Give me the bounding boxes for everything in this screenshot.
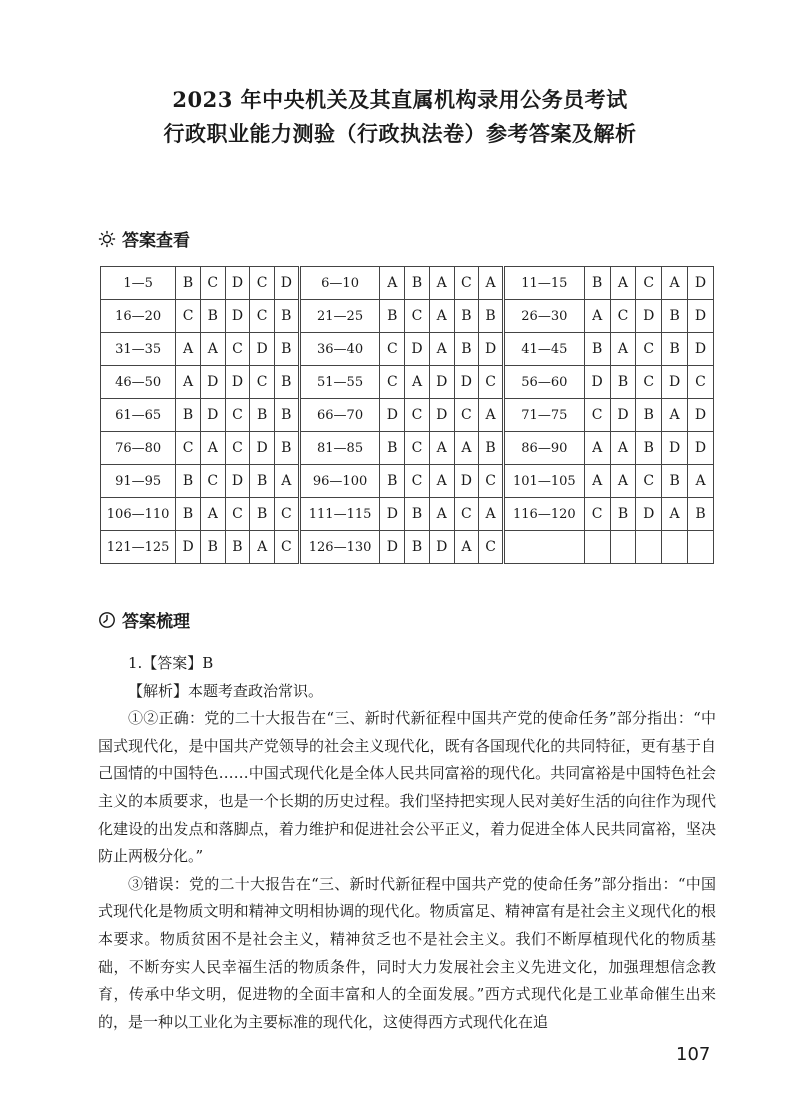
answer-cell: A (200, 498, 225, 531)
answer-cell: B (380, 300, 405, 333)
answer-cell: B (610, 366, 636, 399)
answer-cell: B (274, 300, 299, 333)
question-range-cell: 101—105 (503, 465, 584, 498)
answer-cell: C (225, 399, 250, 432)
answer-cell: A (429, 432, 454, 465)
answer-cell: B (584, 333, 610, 366)
answer-cell: B (688, 498, 714, 531)
question-range-cell: 46—50 (101, 366, 176, 399)
answer-cell: B (380, 432, 405, 465)
answer-cell: C (479, 465, 504, 498)
page-number: 107 (676, 1044, 711, 1065)
answer-cell: D (688, 432, 714, 465)
answer-cell: B (405, 267, 430, 300)
clock-icon (98, 611, 116, 629)
answer-cell: A (479, 267, 504, 300)
answer-cell: B (176, 399, 201, 432)
answer-cell: D (200, 399, 225, 432)
question-range-cell: 71—75 (503, 399, 584, 432)
answer-cell: B (662, 465, 688, 498)
answer-cell: C (200, 465, 225, 498)
answer-cell: C (688, 366, 714, 399)
answer-cell: D (636, 498, 662, 531)
question-range-cell: 6—10 (299, 267, 380, 300)
question-range-cell: 76—80 (101, 432, 176, 465)
answer-cell: A (429, 465, 454, 498)
answer-cell: A (662, 498, 688, 531)
question-range-cell: 111—115 (299, 498, 380, 531)
answer-cell: A (584, 465, 610, 498)
answer-cell: C (274, 531, 299, 564)
answer-cell: B (274, 333, 299, 366)
answer-cell: C (479, 366, 504, 399)
answer-cell: B (584, 267, 610, 300)
answer-cell: D (176, 531, 201, 564)
answer-cell: A (610, 267, 636, 300)
answer-row (101, 498, 714, 531)
question-range-cell: 16—20 (101, 300, 176, 333)
answer-cell: D (636, 300, 662, 333)
answer-cell: D (429, 399, 454, 432)
answer-cell: A (200, 333, 225, 366)
answer-cell: B (250, 399, 275, 432)
answer-cell: A (429, 267, 454, 300)
question-range-cell: 126—130 (299, 531, 380, 564)
answer-cell: C (250, 366, 275, 399)
answer-cell: C (479, 531, 504, 564)
answer-cell: C (636, 465, 662, 498)
answer-table (100, 266, 714, 564)
answer-cell: D (688, 267, 714, 300)
answer-cell: D (429, 366, 454, 399)
answer-cell: C (636, 267, 662, 300)
section-label: 答案梳理 (122, 612, 190, 632)
answer-cell: A (662, 267, 688, 300)
question-answer: 1.【答案】B (128, 654, 214, 672)
answer-cell: A (200, 432, 225, 465)
page-title-line1: 2023 年中央机关及其直属机构录用公务员考试 (172, 87, 628, 112)
question-analysis: 【解析】本题考查政治常识。 (128, 681, 324, 700)
explanation-paragraph: ①②正确：党的二十大报告在“三、新时代新征程中国共产党的使命任务”部分指出：“中国式现代化，是中国共产党领导的社会主义现代化，既有各国现代化的共同特征，更有基于自己国情的中国特色……中国式现代化是全体人民共同富裕的现代化。共同富裕是中国特色社会主义的本质要求，也是一个长期的历史过程。我们坚持把实现人民对美好生活的向往作为现代化建设的出发点和落脚点，着力维护和促进社会公平正义，着力促进全体人民共同富裕，坚决防止两极分化。” (98, 709, 716, 866)
answer-cell: B (250, 498, 275, 531)
answer-cell: C (636, 333, 662, 366)
answer-cell (662, 531, 688, 564)
answer-cell: D (454, 366, 479, 399)
answer-cell: C (176, 432, 201, 465)
answer-cell: A (176, 333, 201, 366)
answer-cell: C (405, 432, 430, 465)
answer-cell: D (225, 366, 250, 399)
answer-cell: D (274, 267, 299, 300)
answer-cell: C (610, 300, 636, 333)
answer-row (101, 267, 714, 300)
question-range-cell: 21—25 (299, 300, 380, 333)
answer-cell: D (225, 465, 250, 498)
question-range-cell: 11—15 (503, 267, 584, 300)
answer-cell (688, 531, 714, 564)
question-range-cell: 31—35 (101, 333, 176, 366)
answer-cell: D (380, 498, 405, 531)
explanation-body (98, 650, 716, 1036)
question-range-cell: 96—100 (299, 465, 380, 498)
answer-cell: C (200, 267, 225, 300)
answer-cell: B (454, 300, 479, 333)
answer-cell: C (405, 300, 430, 333)
answer-cell: C (250, 300, 275, 333)
question-range-cell: 56—60 (503, 366, 584, 399)
answer-cell: A (454, 432, 479, 465)
answer-cell: C (274, 498, 299, 531)
answer-cell: B (380, 465, 405, 498)
answer-cell: C (380, 366, 405, 399)
answer-cell: D (610, 399, 636, 432)
answer-cell: A (610, 465, 636, 498)
question-range-cell: 116—120 (503, 498, 584, 531)
question-range-cell: 86—90 (503, 432, 584, 465)
answer-row (101, 531, 714, 564)
answer-cell: B (274, 432, 299, 465)
answer-cell: C (454, 399, 479, 432)
answer-cell: B (662, 333, 688, 366)
question-range-cell: 41—45 (503, 333, 584, 366)
answer-cell: B (176, 267, 201, 300)
answer-cell: A (610, 333, 636, 366)
answer-cell: D (584, 366, 610, 399)
answer-cell: C (636, 366, 662, 399)
answer-cell: A (250, 531, 275, 564)
answer-cell: D (429, 531, 454, 564)
answer-cell: A (274, 465, 299, 498)
answer-cell: B (225, 531, 250, 564)
answer-cell: C (584, 498, 610, 531)
question-range-cell (503, 531, 584, 564)
answer-cell: D (405, 333, 430, 366)
answer-cell: C (225, 333, 250, 366)
answer-cell: B (610, 498, 636, 531)
answer-cell: A (405, 366, 430, 399)
answer-cell: D (688, 399, 714, 432)
answer-cell: A (584, 300, 610, 333)
question-range-cell: 36—40 (299, 333, 380, 366)
answer-cell: D (380, 399, 405, 432)
answer-cell: B (636, 399, 662, 432)
answer-cell: A (479, 399, 504, 432)
question-range-cell: 106—110 (101, 498, 176, 531)
answer-cell: D (688, 300, 714, 333)
question-range-cell: 121—125 (101, 531, 176, 564)
answer-cell: C (454, 267, 479, 300)
answer-row (101, 333, 714, 366)
answer-cell: C (454, 498, 479, 531)
answer-cell: C (405, 399, 430, 432)
answer-cell: A (479, 498, 504, 531)
answer-cell: B (479, 432, 504, 465)
answer-cell: B (200, 300, 225, 333)
answer-cell: C (584, 399, 610, 432)
answer-cell (610, 531, 636, 564)
answer-row (101, 399, 714, 432)
explanation-paragraph: ③错误：党的二十大报告在“三、新时代新征程中国共产党的使命任务”部分指出：“中国式现代化是物质文明和精神文明相协调的现代化。物质富足、精神富有是社会主义现代化的根本要求。物质贫困不是社会主义，精神贫乏也不是社会主义。我们不断厚植现代化的物质基础，不断夯实人民幸福生活的物质条件，同时大力发展社会主义先进文化，加强理想信念教育，传承中华文明，促进物的全面丰富和人的全面发展。”西方式现代化是工业革命催生出来的，是一种以工业化为主要标准的现代化，这使得西方式现代化在追 (98, 874, 716, 1031)
answer-row (101, 465, 714, 498)
question-range-cell: 1—5 (101, 267, 176, 300)
answer-cell: D (200, 366, 225, 399)
answer-cell: A (454, 531, 479, 564)
answer-cell: D (225, 300, 250, 333)
page-title-line2: 行政职业能力测验（行政执法卷）参考答案及解析 (163, 121, 637, 146)
answer-cell: A (688, 465, 714, 498)
answer-cell: A (584, 432, 610, 465)
answer-cell: D (662, 366, 688, 399)
answer-cell: B (176, 498, 201, 531)
answer-cell: B (176, 465, 201, 498)
sun-icon (98, 230, 116, 248)
answer-cell: A (176, 366, 201, 399)
answer-cell: A (429, 498, 454, 531)
answer-cell: D (225, 267, 250, 300)
answer-cell: D (250, 432, 275, 465)
answer-cell: B (479, 300, 504, 333)
answer-row (101, 300, 714, 333)
question-range-cell: 81—85 (299, 432, 380, 465)
answer-row (101, 366, 714, 399)
answer-cell: D (688, 333, 714, 366)
answer-cell: D (454, 465, 479, 498)
answer-cell (636, 531, 662, 564)
section-answer-view (98, 226, 190, 251)
answer-cell: D (250, 333, 275, 366)
answer-cell: D (479, 333, 504, 366)
answer-cell: C (380, 333, 405, 366)
answer-cell: B (200, 531, 225, 564)
section-label: 答案查看 (122, 231, 190, 251)
answer-cell: A (429, 333, 454, 366)
answer-cell: B (662, 300, 688, 333)
section-answer-review (98, 607, 190, 632)
answer-cell: A (662, 399, 688, 432)
answer-cell: B (274, 399, 299, 432)
answer-cell: C (405, 465, 430, 498)
answer-cell: B (405, 531, 430, 564)
question-range-cell: 66—70 (299, 399, 380, 432)
answer-cell: A (380, 267, 405, 300)
answer-cell: A (429, 300, 454, 333)
answer-row (101, 432, 714, 465)
answer-cell: C (225, 432, 250, 465)
answer-cell: C (225, 498, 250, 531)
question-range-cell: 26—30 (503, 300, 584, 333)
question-range-cell: 61—65 (101, 399, 176, 432)
question-range-cell: 91—95 (101, 465, 176, 498)
answer-cell: B (454, 333, 479, 366)
answer-cell: B (274, 366, 299, 399)
answer-cell: C (176, 300, 201, 333)
answer-cell: A (610, 432, 636, 465)
answer-cell: D (380, 531, 405, 564)
answer-cell: B (636, 432, 662, 465)
answer-cell: D (662, 432, 688, 465)
answer-cell: C (250, 267, 275, 300)
answer-cell: B (250, 465, 275, 498)
question-range-cell: 51—55 (299, 366, 380, 399)
answer-cell (584, 531, 610, 564)
answer-cell: B (405, 498, 430, 531)
